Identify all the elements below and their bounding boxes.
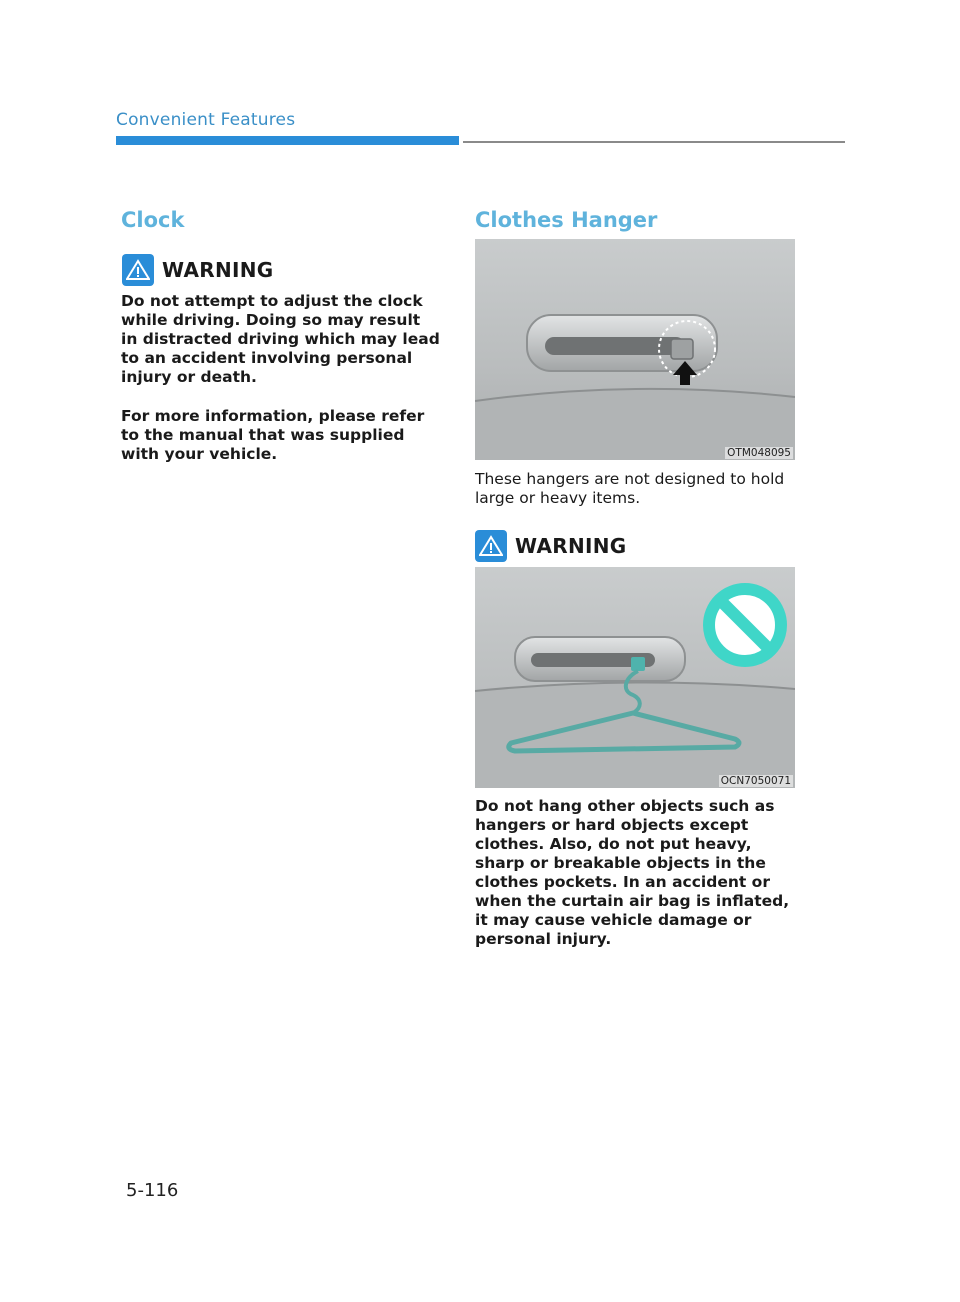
page-number: 5-116: [126, 1180, 179, 1201]
warning-label: WARNING: [515, 534, 627, 558]
header-rule: [463, 141, 845, 143]
hanger-warning-heading: [475, 530, 626, 562]
warning-label: WARNING: [162, 258, 274, 282]
hanger-warning-text: Do not hang other objects such as hangers or hard objects except clothes. Also, do not put heavy, sharp or breakable objects in the clothes pockets. In an accident or when the curtain air bag is inflated, it may cause vehicle damage or personal injury.: [475, 797, 790, 948]
hanger-photo: [475, 239, 795, 460]
hanger-caption: These hangers are not designed to hold large or heavy items.: [475, 470, 785, 507]
hanger-title: Clothes Hanger: [475, 208, 658, 232]
header-title: Convenient Features: [116, 110, 296, 130]
header-rule-accent: [116, 136, 459, 145]
hanger-figure: [475, 239, 795, 460]
hanger-warning-figure: [475, 567, 795, 788]
clock-warning-heading: [122, 254, 273, 286]
hanger-misuse-photo: [475, 567, 795, 788]
figure-code: OTM048095: [727, 447, 791, 459]
warning-icon: [122, 254, 154, 286]
warning-icon: [475, 530, 507, 562]
clock-info-text: For more information, please refer to the manual that was supplied with your vehicle.: [121, 407, 425, 463]
clock-warning-text: Do not attempt to adjust the clock while driving. Doing so may result in distracted driving which may lead to an accident involving personal injury or death.: [121, 292, 440, 386]
figure-code: OCN7050071: [720, 775, 791, 787]
clock-title: Clock: [121, 208, 185, 232]
